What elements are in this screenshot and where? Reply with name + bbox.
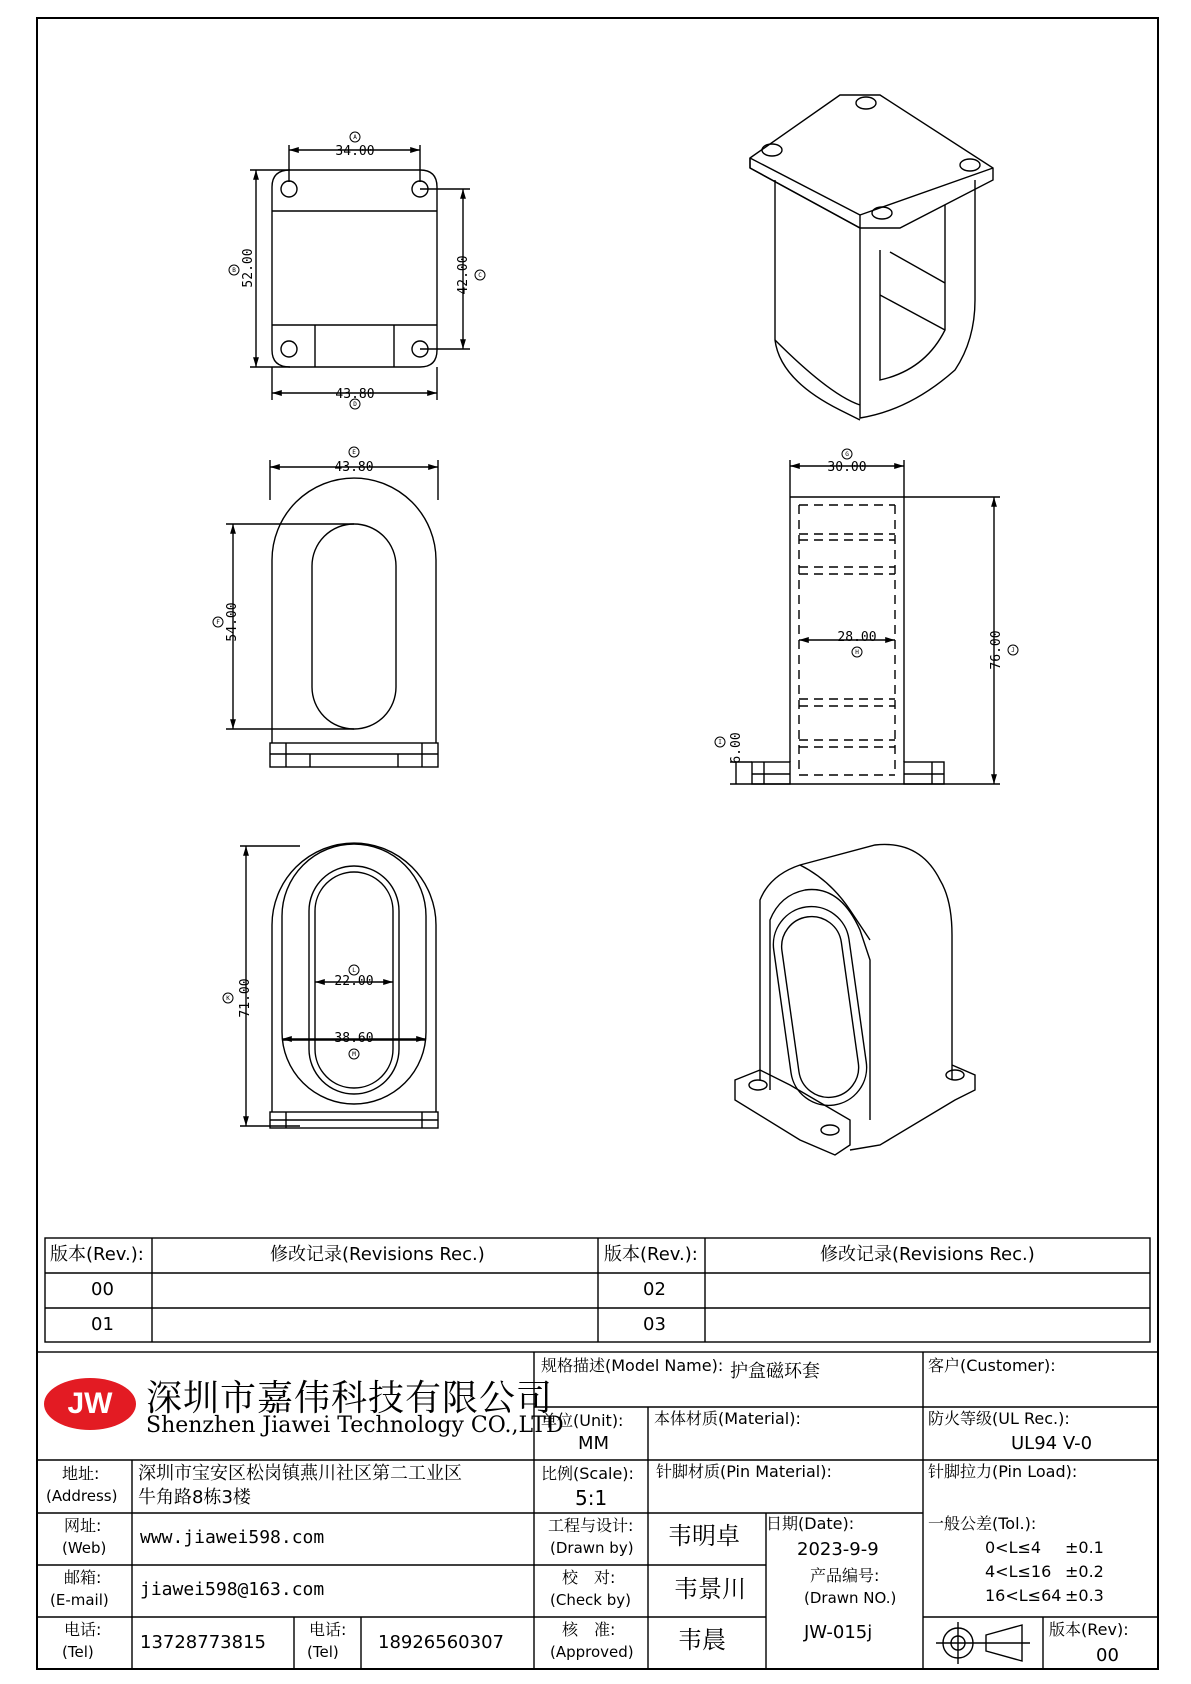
balloon-b: B — [232, 267, 236, 274]
dim-b: 52.00 — [241, 248, 256, 288]
company-name-cn: 深圳市嘉伟科技有限公司 — [146, 1378, 554, 1419]
rev-row-03: 03 — [643, 1314, 666, 1335]
pin-material-label: 针脚材质(Pin Material): — [656, 1462, 832, 1481]
rev-col-label-right: 版本(Rev.): — [604, 1244, 698, 1265]
material-label: 本体材质(Material): — [654, 1409, 801, 1428]
iso-view-bottom — [735, 844, 975, 1155]
balloon-h: H — [855, 649, 859, 656]
scale-value: 5:1 — [575, 1486, 608, 1510]
balloon-a: A — [353, 134, 357, 141]
drawn-label: 工程与设计: — [548, 1516, 634, 1535]
balloon-j: J — [1011, 647, 1015, 654]
pin-load-label: 针脚拉力(Pin Load): — [928, 1462, 1078, 1481]
check-label: 校 对: — [562, 1568, 616, 1587]
web-label-en: (Web) — [62, 1539, 107, 1557]
drawn-label-en: (Drawn by) — [550, 1539, 634, 1557]
unit-label: 单位(Unit): — [541, 1411, 624, 1430]
rev-row-00: 00 — [91, 1279, 114, 1300]
drawn-value: 韦明卓 — [668, 1522, 740, 1550]
tel-value-2: 18926560307 — [378, 1632, 504, 1653]
approve-label: 核 准: — [562, 1620, 616, 1639]
company-logo: JW — [44, 1378, 136, 1430]
scale-label: 比例(Scale): — [541, 1464, 634, 1483]
projection-symbol — [936, 1622, 1030, 1664]
date-value: 2023-9-9 — [797, 1539, 879, 1560]
check-value: 韦景川 — [674, 1575, 746, 1603]
dim-m: 38.60 — [334, 1031, 374, 1046]
tel-label-en-2: (Tel) — [307, 1643, 339, 1661]
date-label: 日期(Date): — [766, 1514, 855, 1533]
dim-e: 43.80 — [334, 460, 374, 475]
balloon-k: K — [226, 995, 230, 1002]
balloon-d: D — [353, 401, 357, 408]
dim-k: 71.00 — [238, 978, 253, 1018]
balloon-e: E — [352, 449, 356, 456]
model-value: 护盒磁环套 — [730, 1361, 820, 1382]
address-line1: 深圳市宝安区松岗镇燕川社区第二工业区 — [138, 1463, 462, 1484]
tol-range-1: 0<L≤4 — [985, 1538, 1042, 1557]
dim-g: 30.00 — [827, 460, 867, 475]
dim-f: 54.00 — [225, 602, 240, 642]
tel-label-1: 电话: — [64, 1620, 102, 1639]
balloon-c: C — [478, 272, 482, 279]
web-value[interactable]: www.jiawei598.com — [140, 1527, 325, 1548]
balloon-l: L — [352, 967, 356, 974]
tel-label-en-1: (Tel) — [62, 1643, 94, 1661]
web-label: 网址: — [64, 1516, 102, 1535]
iso-view-top — [750, 95, 993, 420]
front-view — [226, 460, 438, 767]
side-view — [730, 460, 1000, 784]
product-no-label: 产品编号: — [810, 1566, 880, 1585]
rev-value: 00 — [1096, 1645, 1119, 1666]
top-view — [250, 145, 470, 400]
dim-l: 22.00 — [334, 974, 374, 989]
address-label: 地址: — [62, 1464, 100, 1483]
check-label-en: (Check by) — [550, 1591, 632, 1609]
unit-value: MM — [578, 1433, 610, 1454]
ul-value: UL94 V-0 — [1011, 1433, 1093, 1454]
balloon-f: F — [216, 619, 220, 626]
address-label-en: (Address) — [46, 1487, 118, 1505]
email-value[interactable]: jiawei598@163.com — [140, 1579, 325, 1600]
product-no-label-en: (Drawn NO.) — [804, 1589, 897, 1607]
approve-label-en: (Approved) — [550, 1643, 634, 1661]
balloon-i: I — [718, 739, 722, 746]
tol-value-3: ±0.3 — [1065, 1586, 1104, 1605]
tel-label-2: 电话: — [309, 1620, 347, 1639]
dim-j: 76.00 — [989, 630, 1004, 670]
dim-d: 43.80 — [335, 387, 375, 402]
customer-label: 客户(Customer): — [928, 1356, 1056, 1375]
balloon-g: G — [845, 451, 849, 458]
rev-label: 版本(Rev): — [1049, 1620, 1129, 1639]
tel-value-1: 13728773815 — [140, 1632, 266, 1653]
tol-value-2: ±0.2 — [1065, 1562, 1104, 1581]
tol-label: 一般公差(Tol.): — [928, 1514, 1037, 1533]
rev-row-01: 01 — [91, 1314, 114, 1335]
dim-h: 28.00 — [837, 630, 877, 645]
email-label-en: (E-mail) — [50, 1591, 109, 1609]
approve-value: 韦晨 — [678, 1626, 726, 1654]
tol-range-3: 16<L≤64 — [985, 1586, 1062, 1605]
tol-value-1: ±0.1 — [1065, 1538, 1104, 1557]
dim-i: 6.00 — [729, 732, 744, 764]
model-label: 规格描述(Model Name): — [541, 1356, 724, 1375]
ul-label: 防火等级(UL Rec.): — [928, 1409, 1070, 1428]
product-no-value: JW-015j — [804, 1622, 873, 1643]
rev-col-label-left: 版本(Rev.): — [50, 1244, 144, 1265]
dim-a: 34.00 — [335, 144, 375, 159]
address-line2: 牛角路8栋3楼 — [138, 1487, 251, 1508]
company-name-en: Shenzhen Jiawei Technology CO.,LTD — [146, 1413, 564, 1438]
tol-range-2: 4<L≤16 — [985, 1562, 1052, 1581]
rec-col-label-left: 修改记录(Revisions Rec.) — [270, 1244, 485, 1265]
email-label: 邮箱: — [64, 1568, 102, 1587]
rec-col-label-right: 修改记录(Revisions Rec.) — [820, 1244, 1035, 1265]
balloon-m: M — [352, 1051, 356, 1058]
dim-c: 42.00 — [456, 255, 471, 295]
rev-row-02: 02 — [643, 1279, 666, 1300]
